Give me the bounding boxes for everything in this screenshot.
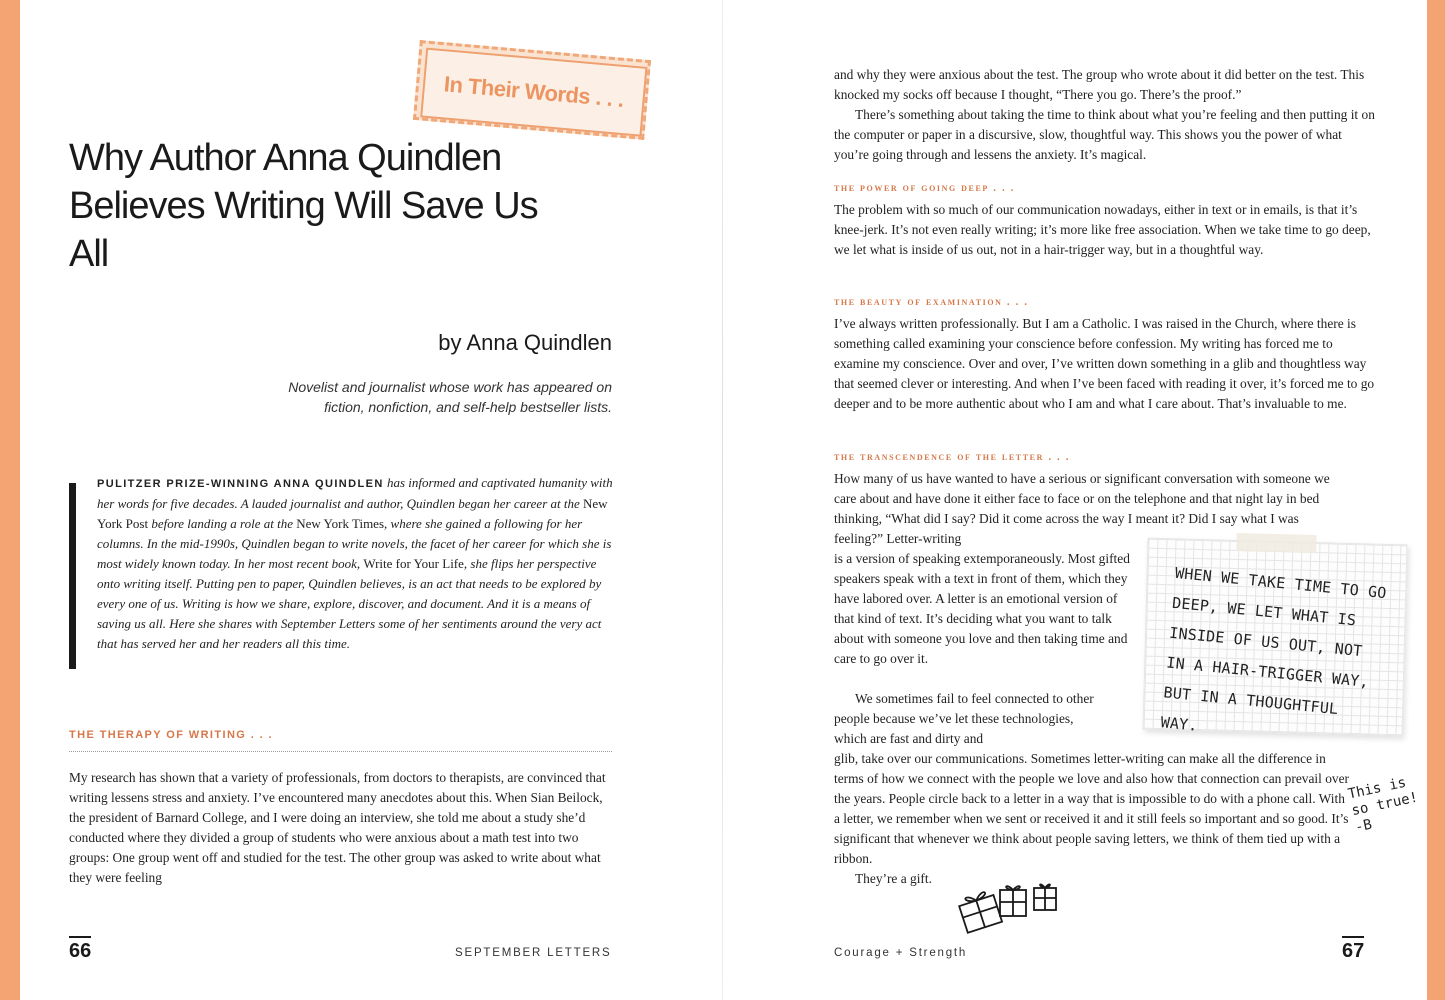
body-paragraph: There’s something about taking the time to think about what you’re feeling and then putting it on the computer or paper in a discursive, slow, thoughtful way. This shows you the power of what you’re going through and lessens the anxiety. It’s magical. (834, 107, 1375, 162)
body-text: My research has shown that a variety of professionals, from doctors to therapists, are convinced that writing lessens stress and anxiety. I’ve encountered many anecdotes about this. When Sian Beilock, the president of Barnard College, and I were doing an interview, she told me about a study she’d conducted where they divided a group of students who were anxious about a math test into two groups: One group went off and studied for the test. The other group was asked to write about what they were feeling (69, 770, 606, 885)
section-heading-therapy: THE THERAPY OF WRITING . . . (69, 729, 612, 752)
intro-block (69, 473, 617, 654)
section-heading-letter: the transcendence of the letter . . . (834, 451, 1071, 463)
tape (1236, 533, 1316, 553)
right-edge-band (1427, 0, 1445, 1000)
right-page (722, 0, 1427, 1000)
page-number: 67 (1342, 936, 1364, 963)
pull-quote-note (1143, 538, 1408, 737)
body-paragraph: I’ve always written professionally. But I am a Catholic. I was raised in the Church, where there is something called examining your conscience before confession. My writing has forced me to examine my conscience. Over and over, I’ve written down something in a glib and thoughtless way that seemed clever or interesting. And when I’ve been faced with reading it over, it’s forced me to go deeper and to be more authentic about who I am and what I care about. That’s invaluable to me. (834, 316, 1375, 411)
stamp-label: In Their Words . . . (442, 71, 625, 112)
intro-text: PULITZER PRIZE-WINNING ANNA QUINDLEN has informed and captivated humanity with her words for five decades. A lauded journalist and author, Quindlen began her career at the New York Post before landing a role at the New York Times, where she gained a following for her columns. In the mid-1990s, Quindlen began to write novels, the facet of her career for which she is most widely known today. In her most recent book, Write for Your Life, she flips her perspective onto writing itself. Putting pen to paper, Quindlen believes, is an act that needs to be explored by every one of us. Writing is how we share, explore, discover, and document. And it is a means of saving us all. Here she shares with September Letters some of her sentiments around the very act that has served her and her readers all this time. (97, 475, 613, 651)
handwritten-note: This is so true! -B (1346, 774, 1420, 836)
author-description: Novelist and journalist whose work has appeared on fiction, nonfiction, and self-help bestseller lists. (288, 379, 612, 415)
body-paragraph: is a version of speaking extemporaneously. Most gifted speakers speak with a text in front of them, which they have labored over. A letter is an emotional version of that kind of text. It’s deciding what you want to talk about with someone you love and then taking time and care to go over it. (834, 551, 1130, 666)
in-their-words-stamp (413, 40, 651, 140)
running-title: Courage + Strength (834, 947, 968, 959)
left-edge-band (0, 0, 20, 1000)
body-paragraph: The problem with so much of our communication nowadays, either in text or in emails, is that it’s knee-jerk. It’s not even really writing; it’s more like free association. When we take time to go deep, we let what is inside of us out, not in a hair-trigger way, but in a thoughtful way. (834, 202, 1371, 257)
pull-quote-text: WHEN WE TAKE TIME TO GO DEEP, WE LET WHAT IS INSIDE OF US OUT, NOT IN A HAIR-TRIGGER WAY, BUT IN A THOUGHTFUL WAY. (1159, 563, 1388, 735)
section-heading-examination: the beauty of examination . . . (834, 296, 1029, 308)
intro-rule (69, 483, 76, 669)
running-title: SEPTEMBER LETTERS (455, 947, 612, 959)
body-paragraph: glib, take over our communications. Sometimes letter-writing can make all the difference in terms of how we connect with the people we love and also how that connection can prevail over the years. People circle back to a letter in a way that is impossible to do with a phone call. With a letter, we remember when we sent or received it and it still feels so important and so good. It’s significant that whenever we think about people saving letters, we think of them tied up with a ribbon. (834, 751, 1349, 866)
page-number: 66 (69, 936, 91, 963)
body-paragraph: and why they were anxious about the test. The group who wrote about it did better on the test. This knocked my socks off because I thought, “There you go. There’s the proof.” (834, 67, 1365, 102)
body-paragraph: They’re a gift. (855, 871, 932, 886)
body-paragraph: How many of us have wanted to have a serious or significant conversation with someone we care about and have done it either face to face or on the telephone and that night lay in bed thinking, “What did I say? Did it come across the way I meant it? Did I say what I was feeling?” Letter-writing (834, 471, 1330, 546)
body-paragraph: We sometimes fail to feel connected to other people because we’ve let these technologies, which are fast and dirty and (834, 691, 1094, 746)
byline: by Anna Quindlen (438, 330, 612, 355)
gift-boxes-icon (940, 872, 1060, 934)
left-page (20, 0, 722, 1000)
section-heading-going-deep: the power of going deep . . . (834, 182, 1016, 194)
article-title: Why Author Anna Quindlen Believes Writing Will Save Us All (69, 137, 538, 275)
